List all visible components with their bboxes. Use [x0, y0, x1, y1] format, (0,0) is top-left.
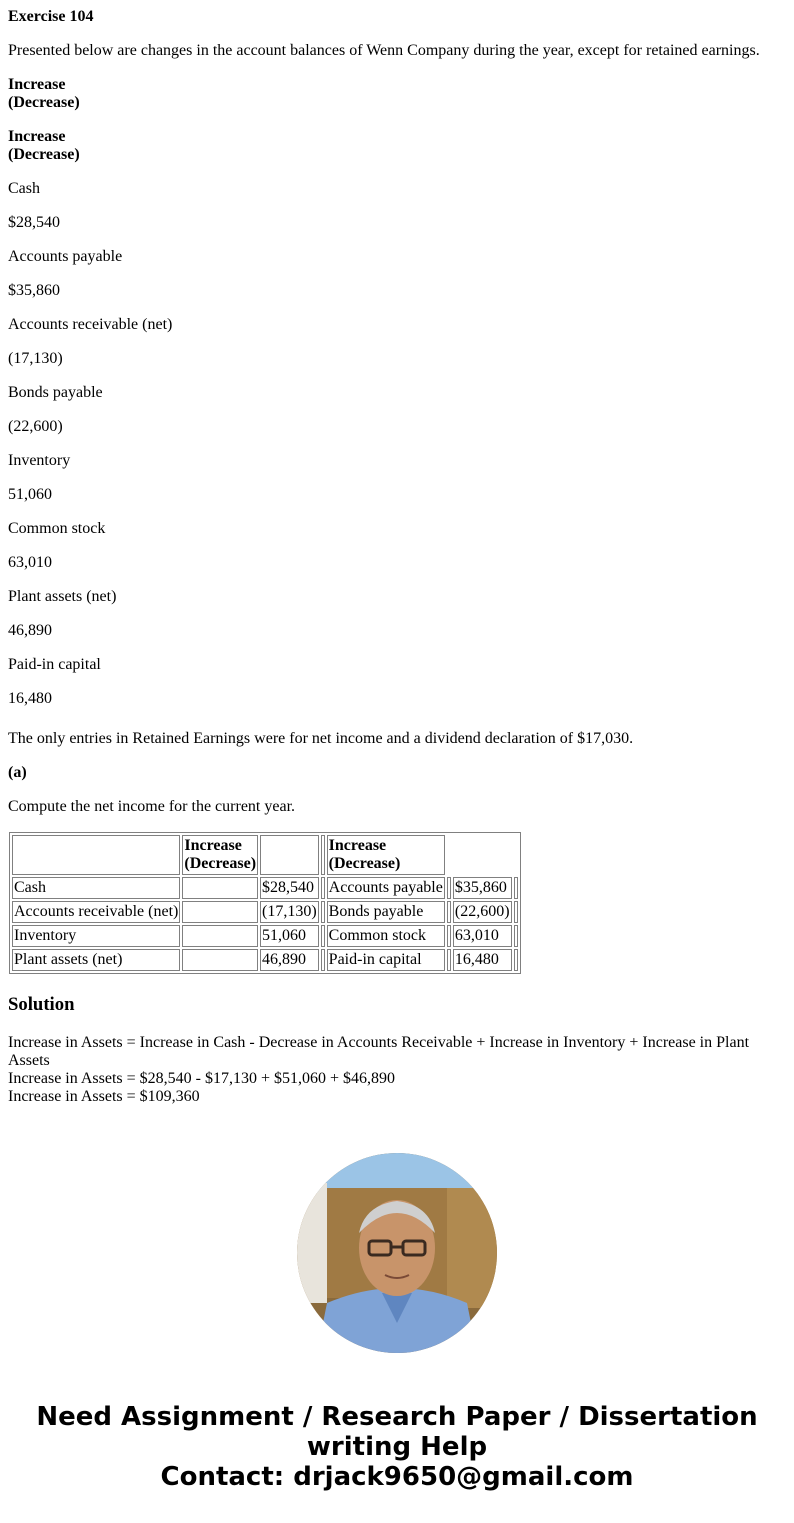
table-cell-account: Bonds payable: [327, 901, 445, 923]
solution-heading: Solution: [8, 994, 75, 1015]
list-item: Plant assets (net): [8, 588, 117, 605]
table-header-empty: [447, 835, 451, 875]
table-cell-account: Inventory: [12, 925, 180, 947]
table-header-row: [12, 835, 518, 875]
banner-contact: Contact: drjack9650@gmail.com: [160, 1462, 634, 1492]
list-item: Bonds payable: [8, 384, 103, 401]
table-row: [12, 925, 518, 947]
table-header-empty: [453, 835, 512, 875]
table-header-line: (Decrease): [184, 855, 257, 872]
table-header-line: (Decrease): [328, 855, 401, 872]
solution-line: Increase in Assets = $109,360: [8, 1088, 200, 1105]
list-header-1-line-2: (Decrease): [8, 94, 80, 111]
table-header-increase-left: [182, 835, 258, 875]
contact-banner: [0, 1402, 794, 1492]
list-item: Paid-in capital: [8, 656, 101, 673]
table-cell-separator: [447, 925, 451, 947]
table-cell-separator: [447, 901, 451, 923]
table-cell-separator: [321, 901, 325, 923]
list-item: 51,060: [8, 486, 52, 503]
list-header-2-line-2: (Decrease): [8, 146, 80, 163]
table-cell-value: 63,010: [453, 925, 512, 947]
list-header-2-line-1: Increase: [8, 128, 66, 145]
list-item: (17,130): [8, 350, 63, 367]
table-cell-separator: [321, 925, 325, 947]
table-header-blank: [12, 835, 180, 875]
table-row: [12, 901, 518, 923]
list-item: 16,480: [8, 690, 52, 707]
list-item: $28,540: [8, 214, 60, 231]
author-portrait-illustration: [297, 1153, 497, 1353]
table-row: [12, 949, 518, 971]
intro-text: Presented below are changes in the account balances of Wenn Company during the year, except for retained earnings.: [8, 42, 760, 59]
solution-line: Increase in Assets = Increase in Cash - Decrease in Accounts Receivable + Increase in Inventory + Increase in Plant Assets: [8, 1034, 750, 1069]
table-header-line: Increase: [184, 837, 242, 854]
table-cell-value: $28,540: [260, 877, 319, 899]
table-cell-separator: [514, 877, 518, 899]
solution-line: Increase in Assets = $28,540 - $17,130 + $51,060 + $46,890: [8, 1070, 396, 1087]
list-item: Common stock: [8, 520, 106, 537]
table-cell-blank: [182, 925, 258, 947]
list-item: $35,860: [8, 282, 60, 299]
table-cell-separator: [321, 949, 325, 971]
banner-line: writing Help: [306, 1432, 488, 1462]
table-cell-value: $35,860: [453, 877, 512, 899]
table-header-separator: [321, 835, 325, 875]
table-cell-separator: [514, 949, 518, 971]
list-item: 63,010: [8, 554, 52, 571]
table-cell-separator: [447, 877, 451, 899]
table-cell-account: Cash: [12, 877, 180, 899]
list-item: Accounts payable: [8, 248, 123, 265]
list-header-1-line-1: Increase: [8, 76, 66, 93]
table-cell-account: Paid-in capital: [327, 949, 445, 971]
table-row: [12, 877, 518, 899]
list-item: Cash: [8, 180, 40, 197]
table-cell-separator: [321, 877, 325, 899]
table-cell-account: Common stock: [327, 925, 445, 947]
author-avatar: [297, 1153, 497, 1353]
table-header-line: Increase: [328, 837, 387, 854]
list-item: (22,600): [8, 418, 63, 435]
list-header-1: [8, 76, 786, 112]
table-cell-blank: [182, 901, 258, 923]
table-cell-account: Accounts payable: [327, 877, 445, 899]
list-item: Inventory: [8, 452, 71, 469]
table-cell-value: 51,060: [260, 925, 319, 947]
table-cell-value: (22,600): [453, 901, 512, 923]
account-changes-table: [9, 832, 521, 974]
table-cell-value: 16,480: [453, 949, 512, 971]
table-cell-separator: [514, 925, 518, 947]
table-header-blank: [260, 835, 319, 875]
table-cell-separator: [447, 949, 451, 971]
list-item: 46,890: [8, 622, 52, 639]
list-header-2: [8, 128, 786, 164]
table-cell-value: (17,130): [260, 901, 319, 923]
table-cell-blank: [182, 949, 258, 971]
banner-line: Need Assignment / Research Paper / Dissertation: [36, 1402, 758, 1432]
table-cell-account: Plant assets (net): [12, 949, 180, 971]
retained-earnings-note: The only entries in Retained Earnings were for net income and a dividend declaration of $17,030.: [8, 730, 634, 747]
table-header-increase-right: [327, 835, 445, 875]
part-a-label: (a): [8, 764, 27, 781]
table-cell-value: 46,890: [260, 949, 319, 971]
table-cell-account: Accounts receivable (net): [12, 901, 180, 923]
list-item: Accounts receivable (net): [8, 316, 173, 333]
part-a-question: Compute the net income for the current year.: [8, 798, 296, 815]
exercise-title: Exercise 104: [8, 8, 94, 25]
table-cell-blank: [182, 877, 258, 899]
table-cell-separator: [514, 901, 518, 923]
